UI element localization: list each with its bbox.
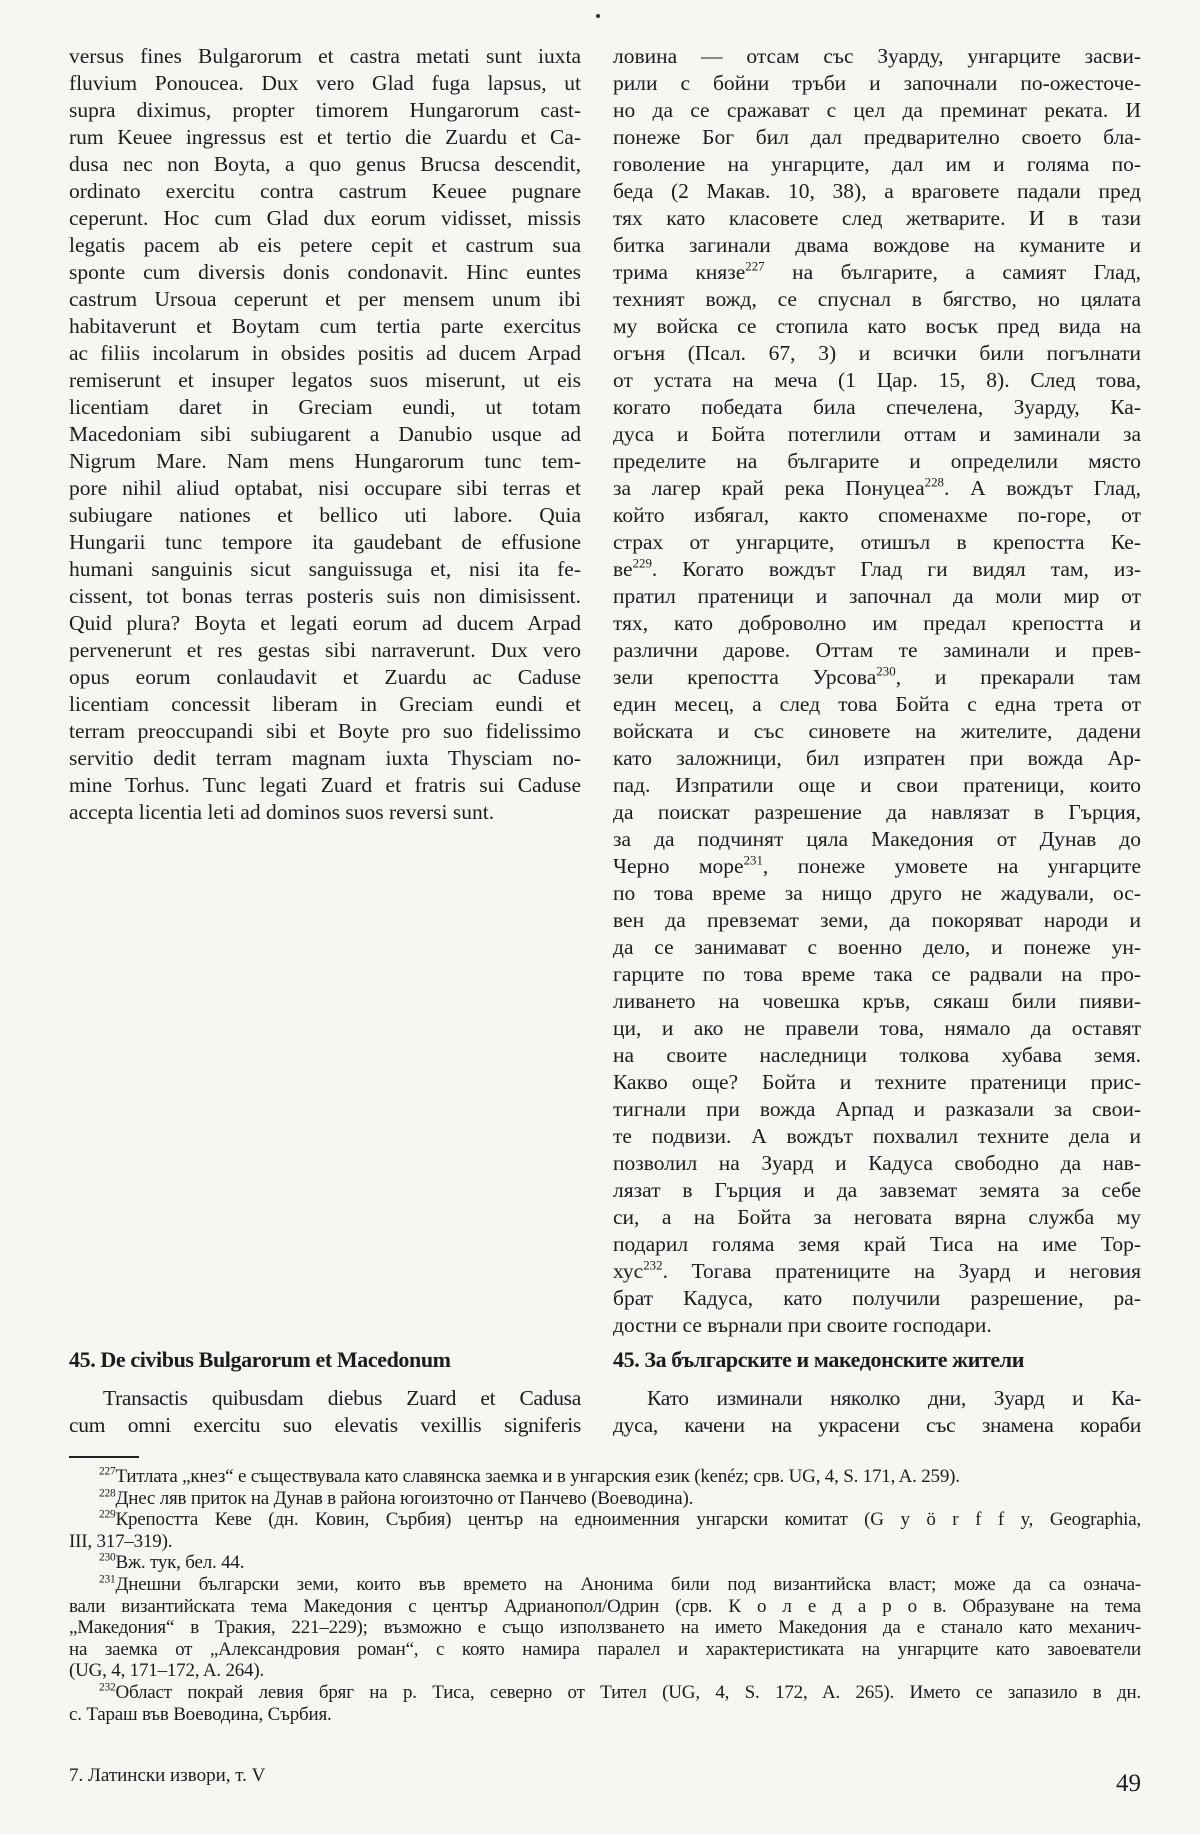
footnote-text: Титлата „кнез“ е съществувала като славянска заемка и в унгарския език (kenéz; срв. UG, 4, S. 171, A. 259). — [115, 1466, 960, 1487]
text-line: Какво още? Бойта и техните пратеници прис- — [613, 1070, 1141, 1094]
footnote-text: „Македония“ в Тракия, 221–229); възможно е също използването на името Македония да е станало като механич- — [69, 1617, 1141, 1639]
footnote-number: 230 — [99, 1551, 116, 1564]
text-segment: зели крепостта Урсова — [613, 665, 877, 689]
text-line — [613, 1258, 1141, 1285]
footnote-line — [69, 1531, 1141, 1553]
text-line: подарил голяма земя край Тиса на име Тор- — [613, 1232, 1141, 1256]
text-line: който избягал, както споменахме по-горе, от — [613, 503, 1141, 527]
text-segment: за лагер край река Понуцеа — [613, 476, 925, 500]
text-line: позволил на Зуард и Кадуса свободно да нав- — [613, 1151, 1141, 1175]
text-line: Nigrum Mare. Nam mens Hungarorum tunc tem- — [69, 449, 581, 473]
text-line: habitaverunt et Boytam cum tertia parte exercitus — [69, 314, 581, 338]
text-line: понеже Бог бил дал предварително своето бла- — [613, 125, 1141, 149]
text-line: те подвизи. А вождът похвалил техните дела и — [613, 1124, 1141, 1148]
text-line: за да подчинят цяла Македония от Дунав до — [613, 827, 1141, 851]
text-segment: на българите, а самият Глад, — [764, 260, 1141, 284]
text-line — [613, 475, 1141, 502]
text-line: да поискат разрешение да навлязат в Гърция, — [613, 800, 1141, 824]
text-line: cissent, tot bonas terras posteris suis non dimisissent. — [69, 584, 581, 608]
text-line: ци, и ако не правели това, нямало да оставят — [613, 1016, 1141, 1040]
text-line: техният вожд, се спуснал в бягство, но цялата — [613, 287, 1141, 311]
footnote-number: 231 — [99, 1573, 116, 1586]
text-line — [613, 556, 1141, 583]
text-line: различни дарове. Оттам те заминали и прев- — [613, 638, 1141, 662]
text-line: Hungarii tunc tempore ita gaudebant de effusione — [69, 530, 581, 554]
footnote-separator — [69, 1456, 139, 1458]
footnote-line — [69, 1704, 1141, 1726]
text-line: licentiam concessit liberam in Greciam eundi et — [69, 692, 581, 716]
signature-mark: 7. Латински извори, т. V — [69, 1765, 266, 1786]
footnote-228 — [69, 1488, 1141, 1510]
text-line: страх от унгарците, отишъл в крепостта Ке- — [613, 530, 1141, 554]
text-line: ловина — отсам със Зуарду, унгарците засви- — [613, 44, 1141, 68]
text-line: licentiam daret in Greciam eundi, ut totam — [69, 395, 581, 419]
text-line: на своите наследници толкова хубава земя. — [613, 1043, 1141, 1067]
text-line: брат Кадуса, като получили разрешение, ра- — [613, 1286, 1141, 1310]
text-line: pervenerunt et res gestas sibi narraverunt. Dux vero — [69, 638, 581, 662]
text-line: terram preoccupandi sibi et Boyte pro suo fidelissimo — [69, 719, 581, 743]
text-line: тях, като доброволно им предал крепостта и — [613, 611, 1141, 635]
footnote-text: (UG, 4, 171–172, A. 264). — [69, 1660, 265, 1682]
footnote-number: 232 — [99, 1681, 116, 1694]
footnote-text: III, 317–319). — [69, 1530, 173, 1552]
text-line: subiugare nationes et bellico uti labore. Quia — [69, 503, 581, 527]
text-line: pore nihil aliud optabat, nisi occupare sibi terras et — [69, 476, 581, 500]
footnote-line — [69, 1552, 1141, 1574]
text-line: rum Keuee ingressus est et tertio die Zuardu et Ca- — [69, 125, 581, 149]
footnote-line — [69, 1639, 1141, 1661]
text-line: cum omni exercitu suo elevatis vexillis signiferis — [69, 1413, 581, 1437]
footnote-ref: 228 — [924, 475, 944, 490]
text-line: ordinato exercitu contra castrum Keuee pugnare — [69, 179, 581, 203]
text-line: servitio dedit terram magnam iuxta Thysciam no- — [69, 746, 581, 770]
footnote-ref: 227 — [745, 259, 765, 274]
text-line: един месец, а след това Бойта с една трета от — [613, 692, 1141, 716]
text-line: войската и със синовете на жителите, дадени — [613, 719, 1141, 743]
text-line: му войска се стопила като восък пред вида на — [613, 314, 1141, 338]
text-line: fluvium Ponoucea. Dux vero Glad fuga lapsus, ut — [69, 71, 581, 95]
text-segment: . Тогава пратениците на Зуард и неговия — [662, 1259, 1141, 1283]
footnote-text: с. Тараш във Воеводина, Сърбия. — [69, 1703, 332, 1725]
footnote-ref: 232 — [643, 1258, 663, 1273]
text-segment: . Когато вождът Глад ги видял там, из- — [651, 557, 1141, 581]
footnote-ref: 231 — [743, 853, 763, 868]
text-segment: , и прекарали там — [895, 665, 1141, 689]
text-line: но да се сражават с цел да преминат реката. И — [613, 98, 1141, 122]
footnote-number: 227 — [99, 1465, 116, 1478]
text-segment: Черно море — [613, 854, 744, 878]
text-line: Quid plura? Boyta et legati eorum ad ducem Arpad — [69, 611, 581, 635]
text-line: беда (2 Макав. 10, 38), а враговете падали пред — [613, 179, 1141, 203]
section-text-latin — [69, 1384, 581, 1438]
footnote-text: на заемка от „Александровия роман“, с която намира паралел и характеристиката на унгарците като завоеватели — [69, 1638, 1141, 1660]
footnote-line — [69, 1596, 1141, 1618]
section-text-bulgarian — [613, 1384, 1141, 1438]
text-segment: трима князе — [613, 260, 746, 284]
text-line: пределите на българите и определили място — [613, 449, 1141, 473]
text-line: дуса и Бойта потеглили оттам и заминали за — [613, 422, 1141, 446]
footnote-line — [69, 1488, 1141, 1510]
footnote-line — [69, 1574, 1141, 1596]
footnote-text: Днес ляв приток на Дунав в района югоизточно от Панчево (Воеводина). — [115, 1487, 694, 1509]
text-line: тигнали при вожда Арпад и разказали за свои- — [613, 1097, 1141, 1121]
text-line: от устата на меча (1 Цар. 15, 8). След това, — [613, 368, 1141, 392]
text-segment: хус — [613, 1259, 644, 1283]
footnote-232 — [69, 1682, 1141, 1725]
text-line: гарците по това време така се радвали на про- — [613, 962, 1141, 986]
text-line: remiserunt et insuper legatos suos miserunt, ut eis — [69, 368, 581, 392]
scan-speck — [596, 14, 600, 18]
text-line: достни се върнали при своите господари. — [613, 1313, 992, 1337]
text-line: Transactis quibusdam diebus Zuard et Cadusa — [103, 1386, 581, 1410]
text-line: versus fines Bulgarorum et castra metati sunt iuxta — [69, 44, 581, 68]
text-segment: , понеже умовете на унгарците — [762, 854, 1141, 878]
text-line: дуса, качени на украсени със знамена кораби — [613, 1413, 1141, 1437]
text-line: когато победата била спечелена, Зуарду, Ка- — [613, 395, 1141, 419]
footnote-ref: 229 — [632, 556, 652, 571]
footnote-line — [69, 1509, 1141, 1531]
text-line: пратил пратеници и започнал да моли мир от — [613, 584, 1141, 608]
latin-text-column — [69, 43, 581, 826]
footnote-line — [69, 1466, 1141, 1488]
text-line: ceperunt. Hoc cum Glad dux eorum vidisset, missis — [69, 206, 581, 230]
footnote-text: вали византийската тема Македония с център Адрианопол/Одрин (срв. К о л е д а р о в. Образуване на тема — [69, 1595, 1141, 1617]
footnote-line — [69, 1617, 1141, 1639]
text-segment: ве — [613, 557, 633, 581]
footnote-line — [69, 1682, 1141, 1704]
text-line: по това време за нищо друго не жадували, ос- — [613, 881, 1141, 905]
text-line: sponte cum diversis donis condonavit. Hinc euntes — [69, 260, 581, 284]
footnote-text: Крепостта Кеве (дн. Ковин, Сърбия) център на едноименния унгарски комитат (G y ö r f f y, Geographia, — [115, 1509, 1141, 1531]
text-line: рили с бойни тръби и започнали по-ожесточе- — [613, 71, 1141, 95]
text-line: ливането на човешка кръв, сякаш били пияви- — [613, 989, 1141, 1013]
footnote-text: Област покрай левия бряг на р. Тиса, северно от Тител (UG, 4, S. 172, A. 265). Името се запазило в дн. — [115, 1681, 1141, 1703]
text-line: си, а на Бойта за неговата вярна служба му — [613, 1205, 1141, 1229]
footnote-text: Днешни български земи, които във времето на Анонима били под византийска власт; може да са означа- — [115, 1573, 1141, 1595]
footnote-number: 229 — [99, 1508, 116, 1521]
text-line: вен да превземат земи, да покоряват народи и — [613, 908, 1141, 932]
text-line — [613, 259, 1141, 286]
text-line: legatis pacem ab eis petere cepit et castrum sua — [69, 233, 581, 257]
text-line: supra diximus, propter timorem Hungarorum cast- — [69, 98, 581, 122]
text-line — [613, 853, 1141, 880]
footnote-number: 228 — [99, 1487, 116, 1500]
text-line: humani sanguinis sicut sanguissuga et, nisi ita fe- — [69, 557, 581, 581]
text-line: opus eorum conlaudavit et Zuardu ac Caduse — [69, 665, 581, 689]
footnote-227 — [69, 1466, 1141, 1488]
text-line: огъня (Псал. 67, 3) и всички били погълнати — [613, 341, 1141, 365]
footnote-230 — [69, 1552, 1141, 1574]
bulgarian-text-column — [613, 43, 1141, 1339]
text-line: castrum Ursoua ceperunt et per mensem unum ibi — [69, 287, 581, 311]
footnote-229 — [69, 1509, 1141, 1552]
footnotes — [69, 1466, 1141, 1725]
text-line: mine Torhus. Tunc legati Zuard et fratris sui Caduse — [69, 773, 581, 797]
text-line: Macedoniam sibi subiugarent a Danubio usque ad — [69, 422, 581, 446]
text-line: тях като класовете след жетварите. И в тази — [613, 206, 1141, 230]
text-line: да се занимават с военно дело, и понеже ун- — [613, 935, 1141, 959]
text-line: Като изминали няколко дни, Зуард и Ка- — [647, 1386, 1141, 1410]
footnote-231 — [69, 1574, 1141, 1682]
footnote-ref: 230 — [876, 664, 896, 679]
text-line: accepta licentia leti ad dominos suos reversi sunt. — [69, 800, 495, 824]
footnote-text: Вж. тук, бел. 44. — [115, 1552, 245, 1574]
text-line: dusa nec non Boyta, a quo genus Brucsa descendit, — [69, 152, 581, 176]
footnote-line — [69, 1660, 1141, 1682]
text-line: лязат в Гърция и да завземат земята за себе — [613, 1178, 1141, 1202]
text-line: битка загинали двама вождове на куманите и — [613, 233, 1141, 257]
section-heading-latin: 45. De civibus Bulgarorum et Macedonum — [69, 1347, 451, 1372]
text-segment: . А вождът Глад, — [943, 476, 1141, 500]
text-line — [613, 664, 1141, 691]
section-heading-bulgarian: 45. За българските и македонските жители — [613, 1347, 1024, 1372]
text-line: като заложници, бил изпратен при вожда Ар- — [613, 746, 1141, 770]
text-line: говоление на унгарците, дал им и голяма по- — [613, 152, 1141, 176]
text-line: пад. Изпратили още и свои пратеници, които — [613, 773, 1141, 797]
page-number: 49 — [1116, 1770, 1141, 1797]
text-line: ac filiis incolarum in obsides positis ad ducem Arpad — [69, 341, 581, 365]
